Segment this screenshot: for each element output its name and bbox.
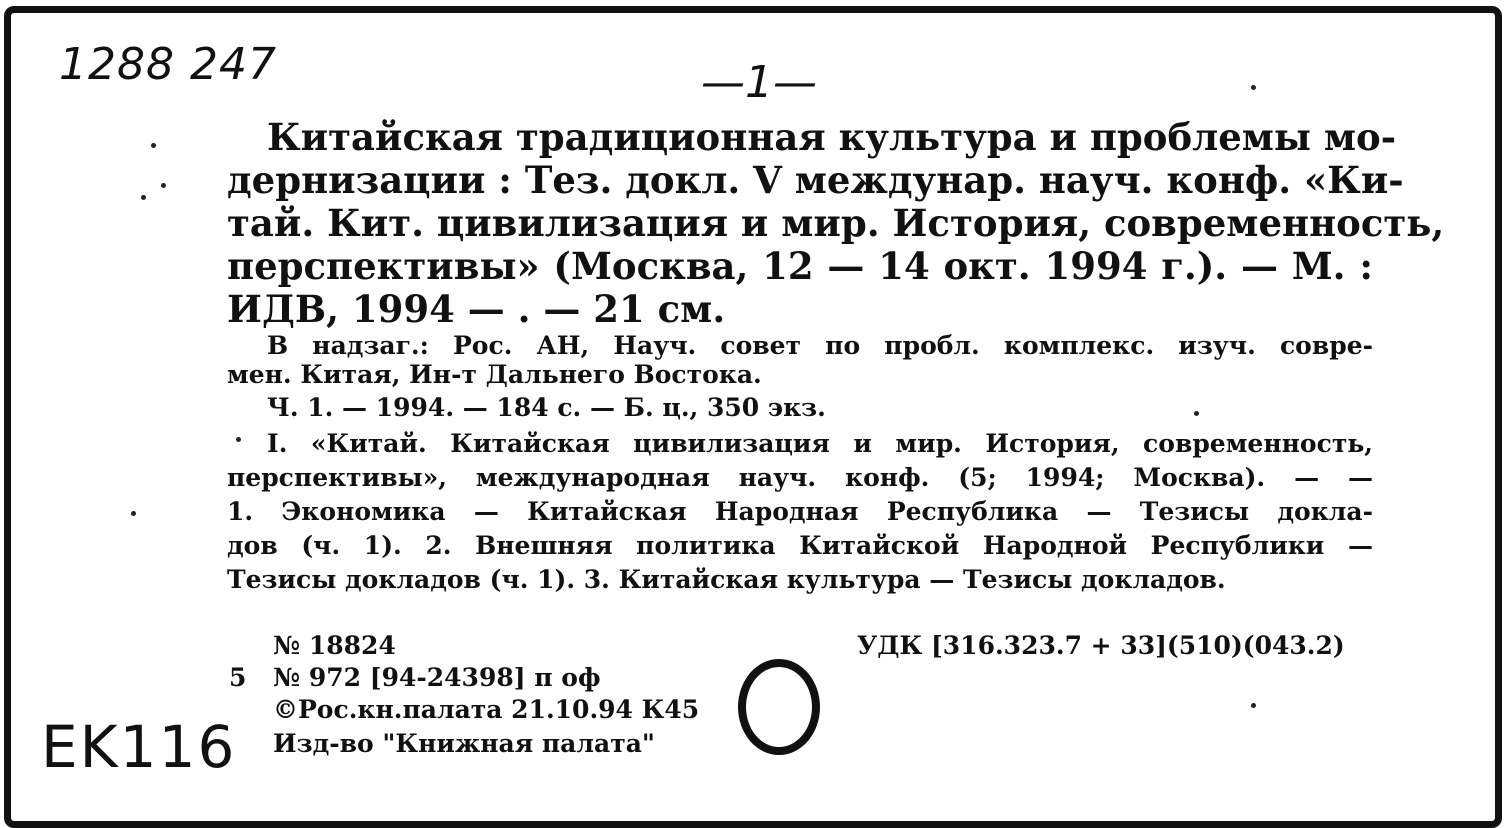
- title-line-3: тай. Кит. цивилизация и мир. История, современность,: [227, 201, 1445, 245]
- speck: [1194, 411, 1199, 416]
- catalog-card: [4, 6, 1502, 828]
- copyright-line: ©Рос.кн.палата 21.10.94 К45: [273, 695, 700, 724]
- subject-line-3: 1. Экономика — Китайская Народная Республика — Тезисы докла-: [227, 497, 1373, 526]
- hand-drawn-circle-mark: [738, 659, 820, 755]
- publisher-line: Изд-во "Книжная палата": [273, 729, 655, 758]
- speck: [236, 437, 241, 442]
- speck: [1251, 703, 1256, 708]
- speck: [141, 195, 146, 200]
- handwritten-inventory-number: 1288 247: [59, 39, 277, 90]
- speck: [1251, 85, 1256, 90]
- record-number: № 18824: [273, 631, 396, 660]
- speck: [161, 183, 166, 188]
- part-line: Ч. 1. — 1994. — 184 с. — Б. ц., 350 экз.: [267, 393, 826, 422]
- title-line-5: ИДВ, 1994 — . — 21 см.: [227, 287, 726, 331]
- header-note-line-1: В надзаг.: Рос. АН, Науч. совет по пробл. комплекс. изуч. совре-: [267, 331, 1373, 360]
- handwritten-page-marker: —1—: [701, 57, 817, 108]
- subject-line-2: перспективы», международная науч. конф. (5; 1994; Москва). — —: [227, 463, 1373, 492]
- subject-line-5: Тезисы докладов (ч. 1). 3. Китайская культура — Тезисы докладов.: [227, 565, 1226, 594]
- title-line-2: дернизации : Тез. докл. V междунар. науч. конф. «Ки-: [227, 158, 1404, 202]
- udk-code: УДК [316.323.7 + 33](510)(043.2): [857, 631, 1345, 660]
- title-line-4: перспективы» (Москва, 12 — 14 окт. 1994 г.). — М. :: [227, 244, 1373, 288]
- speck: [131, 511, 136, 516]
- subject-line-4: дов (ч. 1). 2. Внешняя политика Китайской Народной Республики —: [227, 531, 1373, 560]
- side-number: 5: [229, 663, 247, 692]
- title-line-1: Китайская традиционная культура и проблемы мо-: [267, 115, 1397, 159]
- handwritten-side-code: EK116: [41, 713, 237, 781]
- subject-line-1: I. «Китай. Китайская цивилизация и мир. История, современность,: [267, 429, 1373, 458]
- header-note-line-2: мен. Китая, Ин-т Дальнего Востока.: [227, 360, 762, 389]
- order-line: № 972 [94-24398] п оф: [273, 663, 601, 692]
- speck: [151, 143, 156, 148]
